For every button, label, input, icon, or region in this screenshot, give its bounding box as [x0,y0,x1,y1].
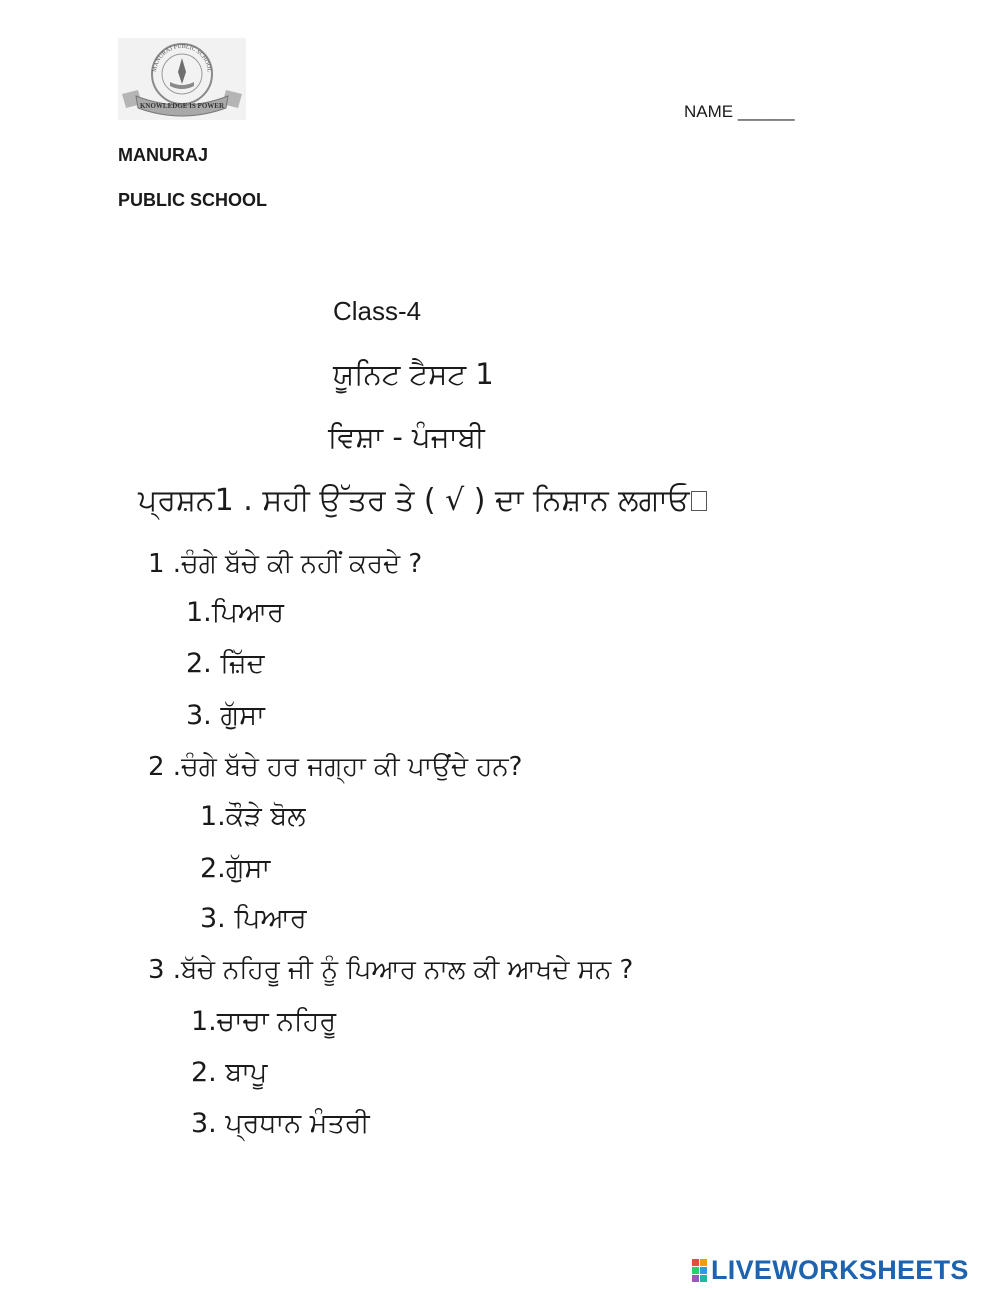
question-1: 1 .ਚੰਗੇ ਬੱਚੇ ਕੀ ਨਹੀਂ ਕਰਦੇ ? [148,549,423,579]
question-1-option-2[interactable]: 2. ਜ਼ਿੱਦ [186,648,265,679]
logo-cell [692,1259,699,1266]
school-logo [118,38,246,120]
logo-cell [700,1259,707,1266]
unit-test-title: ਯੂਨਿਟ ਟੈਸਟ 1 [333,357,494,391]
logo-cell [692,1275,699,1282]
school-name-line1: MANURAJ [118,145,208,165]
tick-box-icon [691,491,707,511]
logo-cell [700,1267,707,1274]
class-title: Class-4 [333,296,422,326]
liveworksheets-logo-icon [692,1259,707,1282]
school-name-line2: PUBLIC SCHOOL [118,190,268,210]
logo-cell [692,1267,699,1274]
question-2-option-3[interactable]: 3. ਪਿਆਰ [200,903,307,934]
question-2-option-1[interactable]: 1.ਕੌੜੇ ਬੋਲ [200,801,306,832]
logo-cell [700,1275,707,1282]
subject-title: ਵਿਸ਼ਾ - ਪੰਜਾਬੀ [328,420,485,454]
question-3-option-1[interactable]: 1.ਚਾਚਾ ਨਹਿਰੂ [191,1006,337,1037]
instruction-text: ਪ੍ਰਸ਼ਨ1 . ਸਹੀ ਉੱਤਰ ਤੇ ( √ ) ਦਾ ਨਿਸ਼ਾਨ ਲਗਾਓ [138,483,690,518]
question-1-option-1[interactable]: 1.ਪਿਆਰ [186,597,284,628]
question-2-option-2[interactable]: 2.ਗੁੱਸਾ [200,853,271,884]
logo-motto: KNOWLEDGE IS POWER [139,102,225,110]
question-3-option-2[interactable]: 2. ਬਾਪੂ [191,1057,268,1088]
liveworksheets-brand[interactable] [692,1255,969,1285]
name-field: NAME ______ [684,102,795,121]
question-1-option-3[interactable]: 3. ਗੁੱਸਾ [186,700,265,731]
question-3: 3 .ਬੱਚੇ ਨਹਿਰੂ ਜੀ ਨੂੰ ਪਿਆਰ ਨਾਲ ਕੀ ਆਖਦੇ ਸਨ ? [148,955,634,985]
question-3-option-3[interactable]: 3. ਪ੍ਰਧਾਨ ਮੰਤਰੀ [191,1108,370,1139]
question-2: 2 .ਚੰਗੇ ਬੱਚੇ ਹਰ ਜਗ੍ਹਾ ਕੀ ਪਾਉਂਦੇ ਹਨ? [148,752,523,782]
liveworksheets-wordmark: LIVEWORKSHEETS [711,1254,969,1285]
question-instruction [138,483,707,518]
logo-arc-label: MANURAJ PUBLIC SCHOOL [151,43,212,73]
